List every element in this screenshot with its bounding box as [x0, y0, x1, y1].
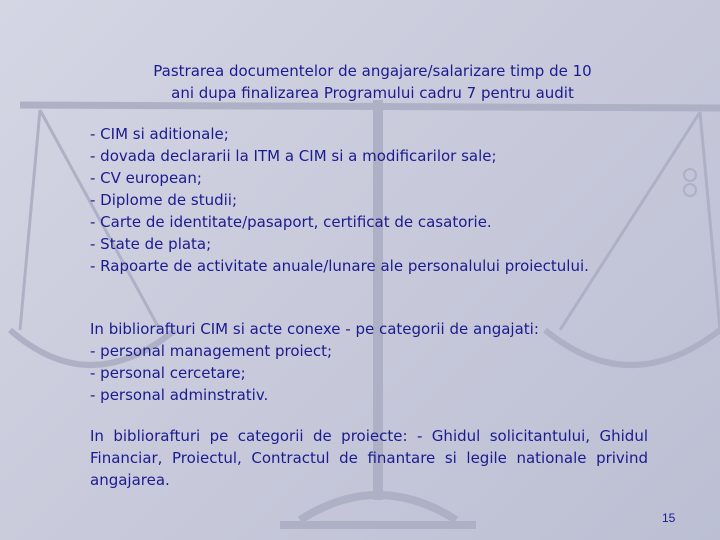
list-item: - personal adminstrativ. [90, 386, 269, 404]
list-item: - Rapoarte de activitate anuale/lunare ale personalului proiectului. [90, 257, 589, 275]
list-item: - State de plata; [90, 235, 212, 253]
list-heading: In bibliorafturi CIM si acte conexe - pe categorii de angajati: [90, 320, 539, 338]
title-line-1: Pastrarea documentelor de angajare/salarizare timp de 10 [153, 62, 592, 80]
list-item: - Diplome de studii; [90, 191, 238, 209]
list-item: - personal management proiect; [90, 342, 333, 360]
list-item: - personal cercetare; [90, 364, 246, 382]
project-categories-paragraph [90, 425, 648, 491]
list-item: - dovada declararii la ITM a CIM si a modificarilor sale; [90, 147, 497, 165]
list-item: - CIM si aditionale; [90, 125, 229, 143]
paragraph-text: In bibliorafturi pe categorii de proiecte: - Ghidul solicitantului, Ghidul Financiar, Proiectul, Contractul de finantare si legile nationale privind angajarea. [90, 427, 648, 489]
page-number: 15 [662, 511, 676, 525]
slide-title [95, 60, 650, 104]
employee-categories-list [90, 318, 648, 406]
title-line-2: ani dupa finalizarea Programului cadru 7 pentru audit [171, 84, 574, 102]
documents-list [90, 123, 648, 277]
list-item: - CV european; [90, 169, 202, 187]
list-item: - Carte de identitate/pasaport, certificat de casatorie. [90, 213, 492, 231]
